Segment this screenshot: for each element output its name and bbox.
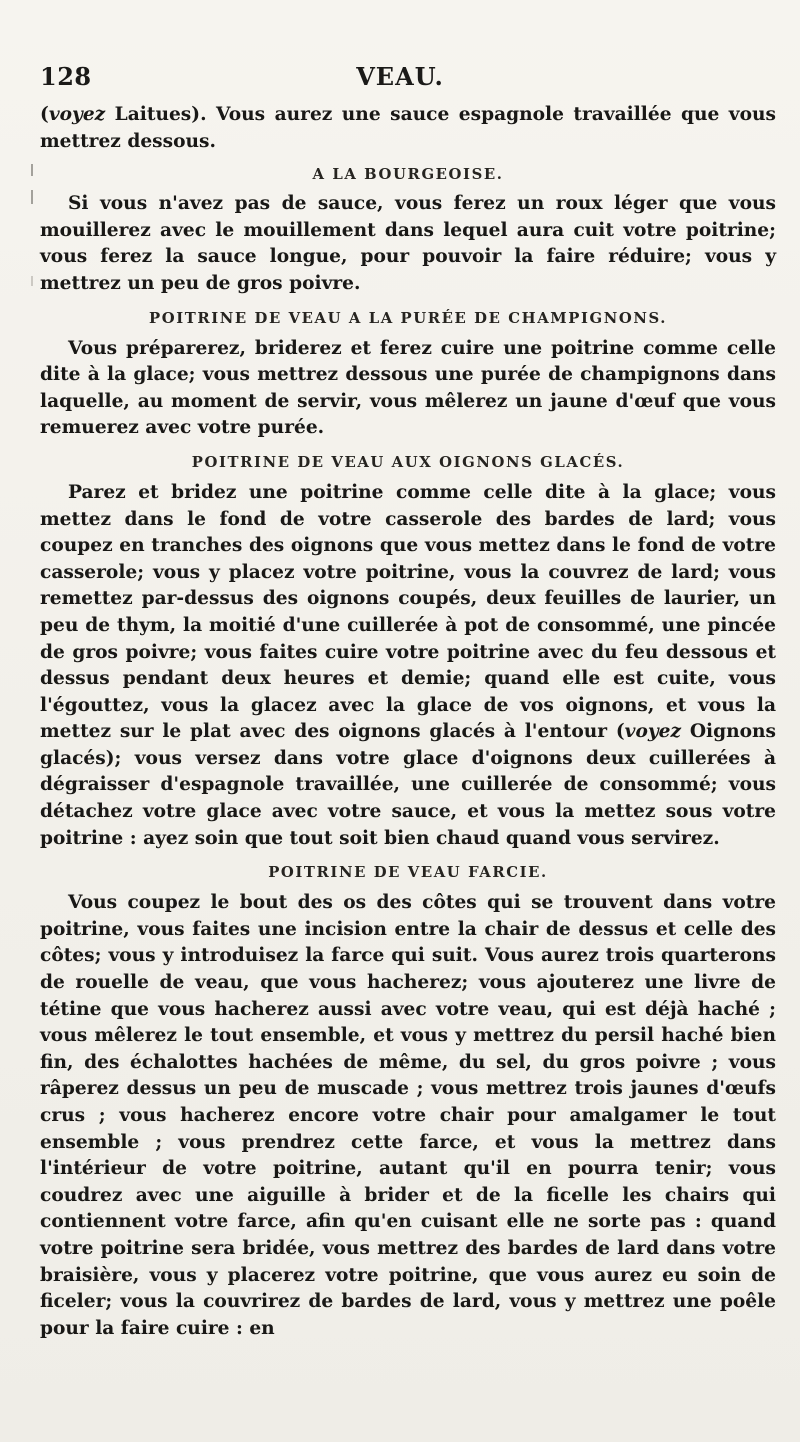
- paragraph-farcie: Vous coupez le bout des os des côtes qui se trouvent dans votre poitrine, vous faites une incision entre la chair de dessus et celle des côtes; vous y introduisez la farce qui suit. Vous aurez trois quarterons de rouelle de veau, que vous hacherez; vous ajouterez une livre de tétine que vous hacherez aussi avec votre veau, qui est déjà haché ; vous mêlerez le tout ensemble, et vous y mettrez du persil haché bien fin, des échalottes hachées de même, du sel, du gros poivre ; vous râperez dessus un peu de muscade ; vous mettrez trois jaunes d'œufs crus ; vous hacherez encore votre chair pour amalgamer le tout ensemble ; vous prendrez cette farce, et vous la mettrez dans l'intérieur de votre poitrine, autant qu'il en pourra tenir; vous coudrez avec une aiguille à brider et de la ficelle les chairs qui contiennent votre farce, afin qu'en cuisant elle ne sorte pas : quand votre poitrine sera bridée, vous mettrez des bardes de lard dans votre braisière, vous y placerez votre poitrine, que vous aurez eu soin de ficeler; vous la couvrirez de bardes de lard, vous y mettrez une poêle pour la faire cuire : en: [40, 892, 776, 1339]
- page-number: 128: [40, 62, 92, 91]
- paragraph-champignons: Vous préparerez, briderez et ferez cuire une poitrine comme celle dite à la glace; vous mettrez dessous une purée de champignons dans laquelle, au moment de servir, vous mêlerez un jaune d'œuf que vous remuerez avec votre purée.: [40, 337, 776, 439]
- paragraph-continuation: (voyez Laitues). Vous aurez une sauce espagnole travaillée que vous mettrez dessous.: [40, 104, 776, 152]
- paragraph-oignons-glaces: [40, 480, 776, 852]
- running-head: VEAU.: [356, 62, 444, 91]
- voyez-reference: voyez: [48, 104, 106, 125]
- margin-mark: [31, 276, 33, 286]
- page-header: [40, 62, 760, 96]
- section-heading-champignons: POITRINE DE VEAU A LA PURÉE DE CHAMPIGNONS.: [149, 309, 667, 327]
- paragraph-text: Oignons glacés); vous versez dans votre glace d'oignons deux cuillerées à dégraisser d'espagnole travaillée, une cuillerée de consommé; vous détachez votre glace avec votre sauce, et vous la mettez sous votre poitrine : ayez soin que tout soit bien chaud quand vous servirez.: [40, 721, 776, 849]
- paragraph-text: Parez et bridez une poitrine comme celle dite à la glace; vous mettez dans le fond de votre casserole des bardes de lard; vous coupez en tranches des oignons que vous mettez dans le fond de votre casserole; vous y placez votre poitrine, vous la couvrez de lard; vous remettez par-dessus des oignons coupés, deux feuilles de laurier, un peu de thym, la moitié d'une cuillerée à pot de consommé, une pincée de gros poivre; vous faites cuire votre poitrine avec du feu dessous et dessus pendant deux heures et demie; quand elle est cuite, vous l'égouttez, vous la glacez avec la glace de vos oignons, et vous la mettez sur le plat avec des oignons glacés à l'entour (: [40, 481, 776, 743]
- margin-mark: [31, 164, 33, 176]
- paragraph-bourgeoise: Si vous n'avez pas de sauce, vous ferez un roux léger que vous mouillerez avec le mouillement dans lequel aura cuit votre poitrine; vous ferez la sauce longue, pour pouvoir la faire réduire; vous y mettrez un peu de gros poivre.: [40, 193, 776, 294]
- margin-mark: [31, 190, 33, 204]
- section-heading-bourgeoise: A LA BOURGEOISE.: [312, 166, 504, 184]
- text-block: [40, 102, 776, 1342]
- voyez-reference: voyez: [624, 721, 682, 743]
- section-heading-oignons-glaces: POITRINE DE VEAU AUX OIGNONS GLACÉS.: [191, 453, 625, 471]
- section-heading-farcie: POITRINE DE VEAU FARCIE.: [268, 864, 548, 882]
- paragraph-text: Laitues). Vous aurez une sauce espagnole travaillée que vous mettrez dessous.: [40, 104, 776, 152]
